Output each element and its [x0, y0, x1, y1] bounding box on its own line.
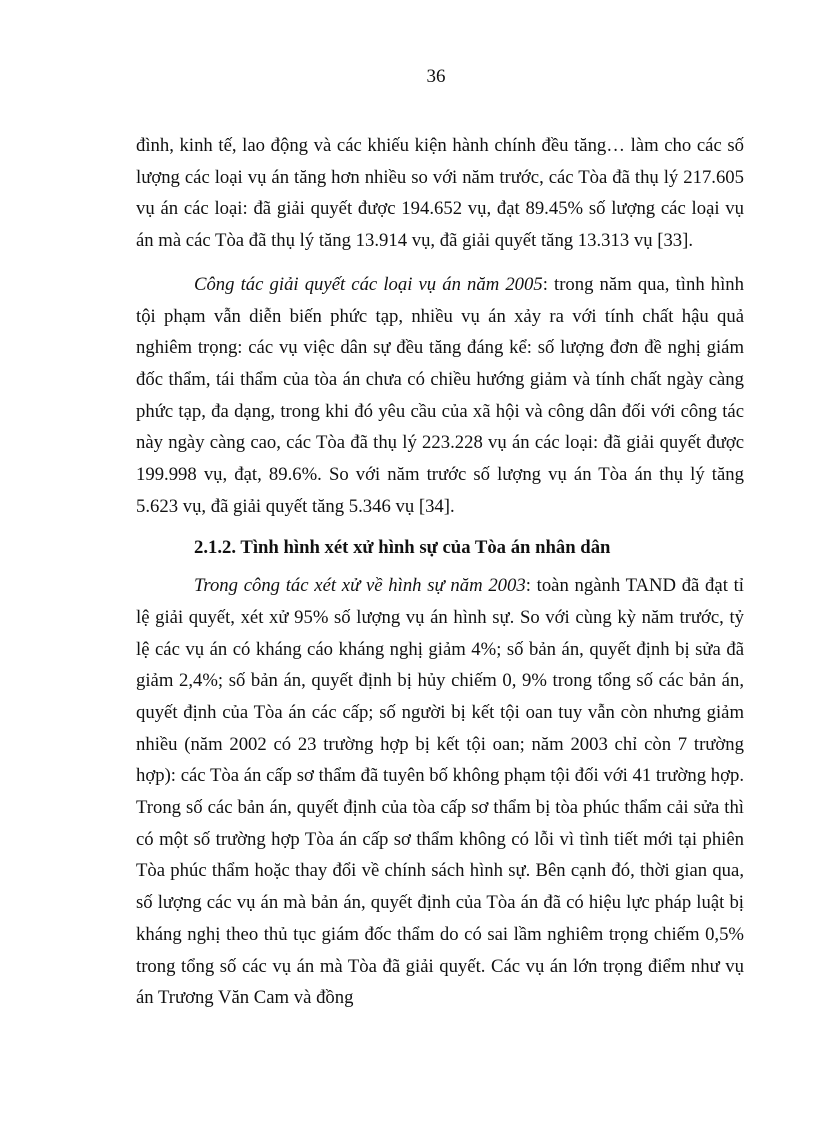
paragraph-text: : trong năm qua, tình hình tội phạm vẫn diễn biến phức tạp, nhiều vụ án xảy ra với tính chất hậu quả nghiêm trọng: các vụ việc dân sự đều tăng đáng kể: số lượng đơn đề nghị giám đốc thẩm, tái thẩm của tòa án chưa có chiều hướng giảm và tính chất ngày càng phức tạp, đa dạng, trong khi đó yêu cầu của xã hội và công dân đối với công tác này ngày càng cao, các Tòa đã thụ lý 223.228 vụ án các loại: đã giải quyết được 199.998 vụ, đạt, 89.6%. So với năm trước số lượng vụ án Tòa án thụ lý tăng 5.623 vụ, đã giải quyết tăng 5.346 vụ [34]. — [136, 273, 744, 517]
paragraph-lead-italic: Trong công tác xét xử về hình sự năm 2003 — [194, 575, 526, 597]
section-heading: 2.1.2. Tình hình xét xử hình sự của Tòa án nhân dân — [194, 537, 611, 559]
paragraph-continuation: đình, kinh tế, lao động và các khiếu kiện hành chính đều tăng… làm cho các số lượng các loại vụ án tăng hơn nhiều so với năm trước, các Tòa đã thụ lý 217.605 vụ án các loại: đã giải quyết được 194.652 vụ, đạt 89.45% số lượng các loại vụ án mà các Tòa đã thụ lý tăng 13.914 vụ, đã giải quyết tăng 13.313 vụ [33]. — [136, 135, 744, 252]
paragraph-2003-criminal — [136, 570, 744, 1014]
paragraph-2005-cases — [136, 269, 744, 523]
page-number: 36 — [426, 66, 446, 87]
document-body — [136, 130, 744, 1014]
paragraph-lead-italic: Công tác giải quyết các loại vụ án năm 2005 — [194, 273, 543, 295]
paragraph-text: : toàn ngành TAND đã đạt tỉ lệ giải quyết, xét xử 95% số lượng vụ án hình sự. So với cùng kỳ năm trước, tỷ lệ các vụ án có kháng cáo kháng nghị giảm 4%; số bản án, quyết định bị sửa đã giảm 2,4%; số bản án, quyết định bị hủy chiếm 0, 9% trong tổng số các bản án, quyết định của Tòa án các cấp; số người bị kết tội oan tuy vẫn còn nhưng giảm nhiều (năm 2002 có 23 trường hợp bị kết tội oan; năm 2003 chỉ còn 7 trường hợp): các Tòa án cấp sơ thẩm đã tuyên bố không phạm tội đối với 41 trường hợp. Trong số các bản án, quyết định của tòa cấp sơ thẩm bị tòa phúc thẩm cải sửa thì có một số trường hợp Tòa án cấp sơ thẩm không có lỗi vì tình tiết mới tại phiên Tòa phúc thẩm hoặc thay đổi về chính sách hình sự. Bên cạnh đó, thời gian qua, số lượng các vụ án mà bản án, quyết định của Tòa án đã có hiệu lực pháp luật bị kháng nghị theo thủ tục giám đốc thẩm do có sai lầm nghiêm trọng chiếm 0,5% trong tổng số các vụ án mà Tòa đã giải quyết. Các vụ án lớn trọng điểm như vụ án Trương Văn Cam và đồng — [136, 575, 744, 1009]
